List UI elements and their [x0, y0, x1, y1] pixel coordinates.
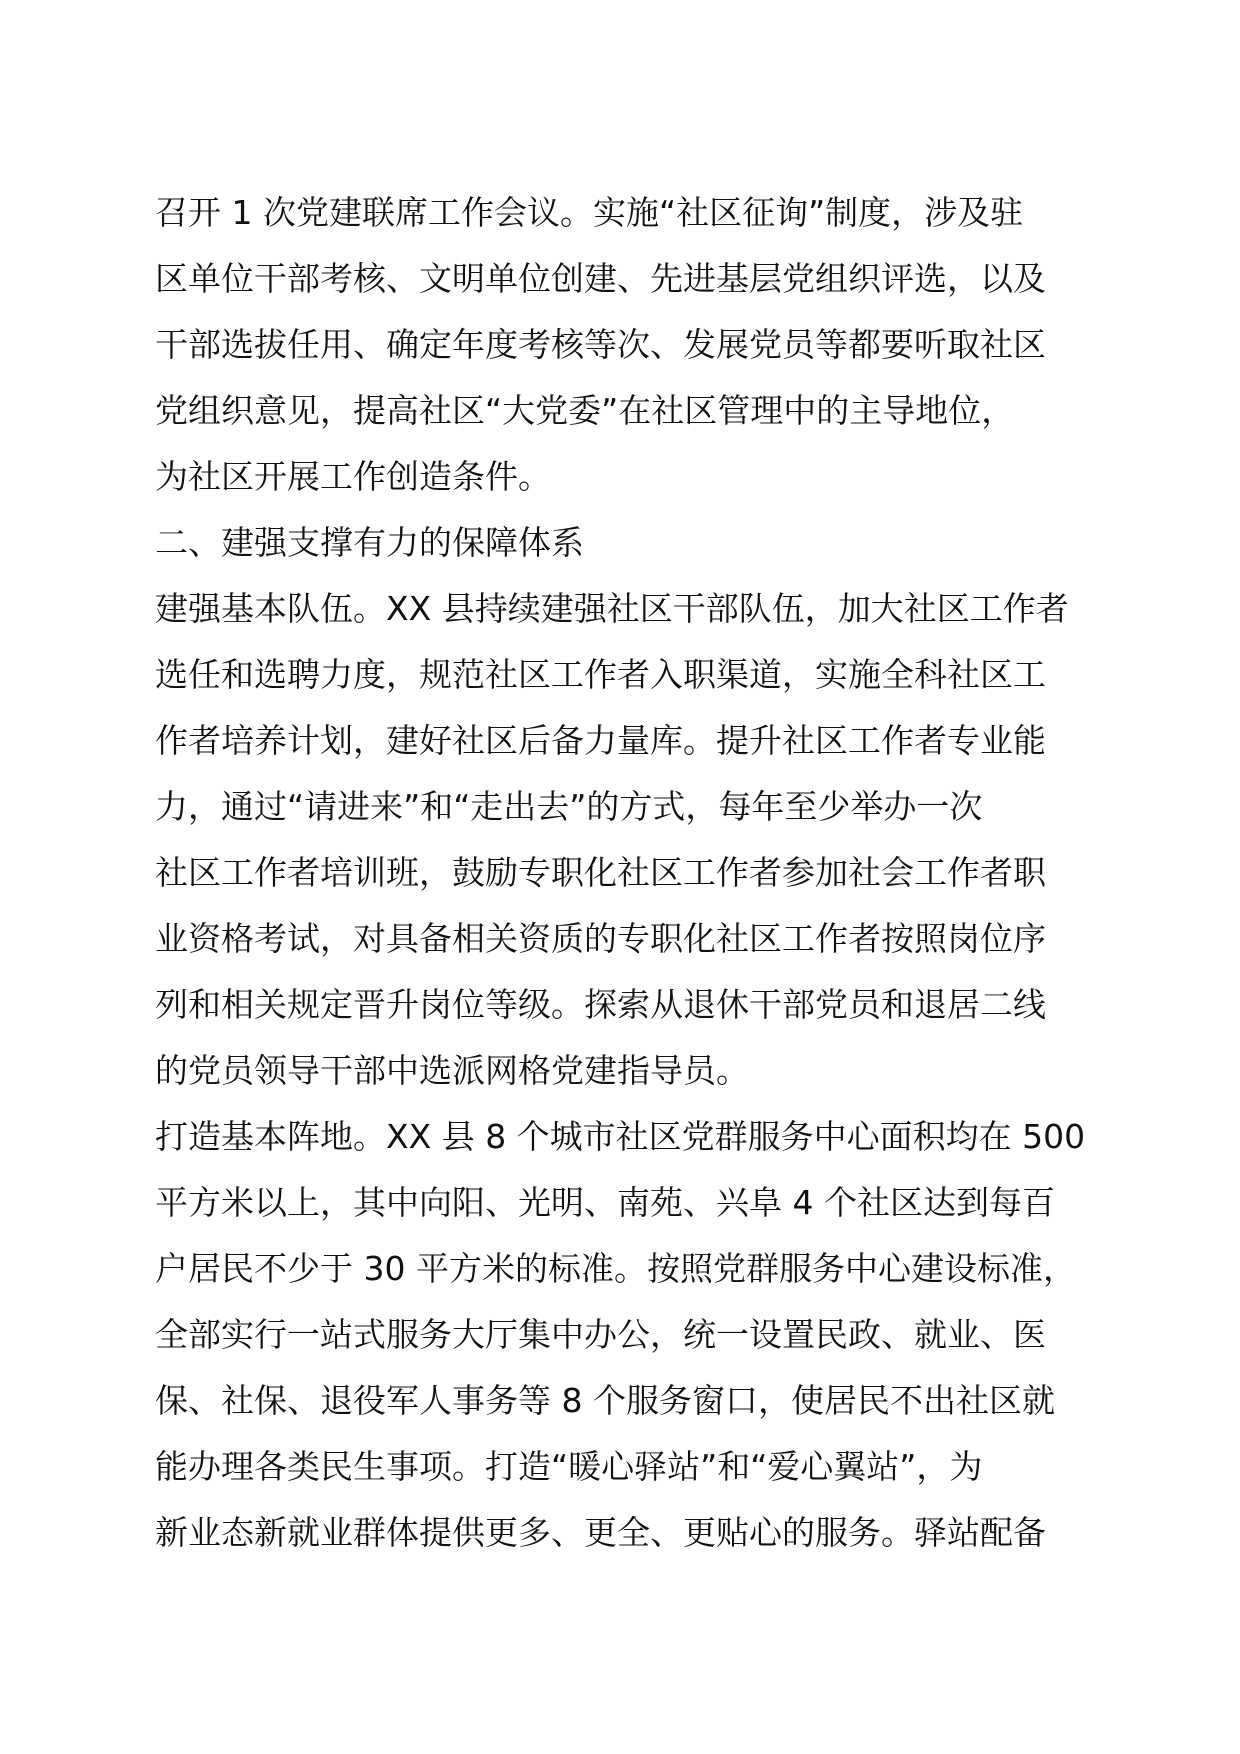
paragraph-line: 社区工作者培训班，鼓励专职化社区工作者参加社会工作者职 [155, 853, 1046, 892]
paragraph-line: 列和相关规定晋升岗位等级。探索从退休干部党员和退居二线 [155, 985, 1046, 1024]
paragraph-line: 干部选拔任用、确定年度考核等次、发展党员等都要听取社区 [155, 325, 1046, 364]
paragraph-line: 作者培养计划，建好社区后备力量库。提升社区工作者专业能 [155, 721, 1046, 760]
section-heading: 二、建强支撑有力的保障体系 [155, 523, 584, 562]
paragraph-line: 业资格考试，对具备相关资质的专职化社区工作者按照岗位序 [155, 919, 1046, 958]
paragraph-line: 区单位干部考核、文明单位创建、先进基层党组织评选，以及 [155, 259, 1046, 298]
paragraph-line: 全部实行一站式服务大厅集中办公，统一设置民政、就业、医 [155, 1315, 1046, 1354]
paragraph-line: 能办理各类民生事项。打造“暖心驿站”和“爱心翼站”，为 [155, 1447, 983, 1486]
paragraph-line: 建强基本队伍。XX 县持续建强社区干部队伍，加大社区工作者 [155, 589, 1069, 628]
paragraph-line: 新业态新就业群体提供更多、更全、更贴心的服务。驿站配备 [155, 1513, 1046, 1552]
paragraph-line: 户居民不少于 30 平方米的标准。按照党群服务中心建设标准， [155, 1249, 1076, 1288]
paragraph-line: 的党员领导干部中选派网格党建指导员。 [155, 1051, 749, 1090]
paragraph-line: 召开 1 次党建联席工作会议。实施“社区征询”制度，涉及驻 [155, 193, 1024, 232]
paragraph-line: 党组织意见，提高社区“大党委”在社区管理中的主导地位， [155, 391, 1015, 430]
document-body [155, 180, 1090, 1566]
paragraph-line: 平方米以上，其中向阳、光明、南苑、兴阜 4 个社区达到每百 [155, 1183, 1055, 1222]
paragraph-line: 保、社保、退役军人事务等 8 个服务窗口，使居民不出社区就 [155, 1381, 1055, 1420]
paragraph-line: 为社区开展工作创造条件。 [155, 457, 551, 496]
paragraph-line: 选任和选聘力度，规范社区工作者入职渠道，实施全科社区工 [155, 655, 1046, 694]
paragraph-line: 力，通过“请进来”和“走出去”的方式，每年至少举办一次 [155, 787, 983, 826]
paragraph-line: 打造基本阵地。XX 县 8 个城市社区党群服务中心面积均在 500 [155, 1117, 1086, 1156]
